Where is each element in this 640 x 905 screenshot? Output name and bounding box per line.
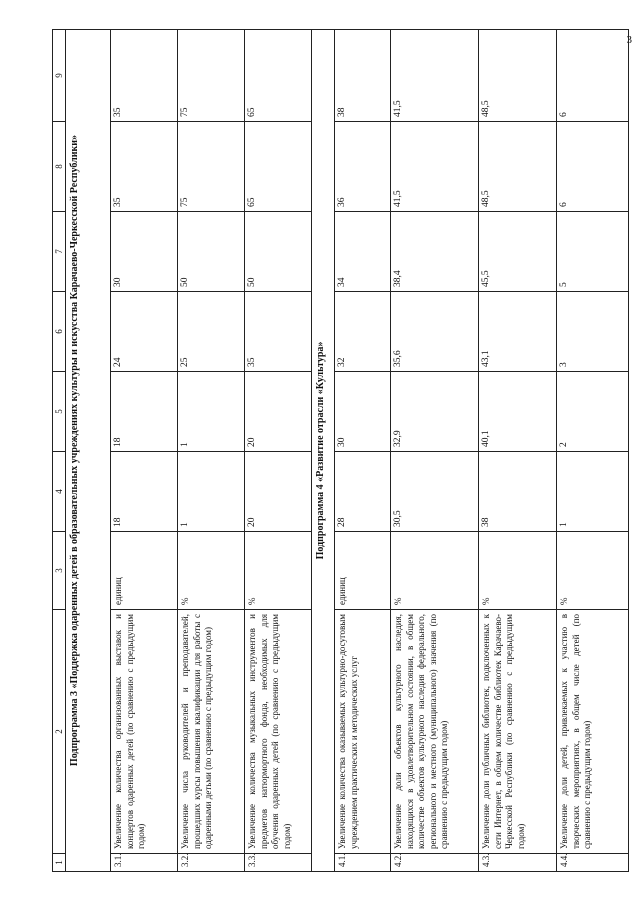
- col-number: 6: [53, 292, 66, 372]
- col-number: 8: [53, 122, 66, 212]
- row-number: 4.1.: [335, 854, 391, 872]
- value-cell: 35: [111, 122, 178, 212]
- subprogram-title: Подпрограмма 3 «Поддержка одаренных детей в образовательных учреждениях культуры и искусства Карачаево-Черкесской Республики»: [66, 30, 111, 872]
- value-cell: 45,5: [479, 212, 557, 292]
- value-cell: 32,9: [391, 372, 479, 452]
- value-cell: 35,6: [391, 292, 479, 372]
- col-number: 2: [53, 610, 66, 854]
- subprogram-title: Подпрограмма 4 «Развитие отрасли «Культура»: [312, 30, 335, 872]
- column-number-row: [53, 30, 66, 872]
- value-cell: 38: [479, 452, 557, 532]
- unit: %: [557, 532, 629, 610]
- value-cell: 25: [178, 292, 245, 372]
- value-cell: 30,5: [391, 452, 479, 532]
- unit: %: [245, 532, 312, 610]
- value-cell: 36: [335, 122, 391, 212]
- value-cell: 20: [245, 452, 312, 532]
- rotated-table-container: [52, 30, 632, 872]
- value-cell: 18: [111, 372, 178, 452]
- page-number: 3: [626, 34, 632, 46]
- table-row: [245, 30, 312, 872]
- row-number: 3.1.: [111, 854, 178, 872]
- unit: единиц: [335, 532, 391, 610]
- indicator-text: Увеличение доли объектов культурного наследия, находящихся в удовлетворительном состоянии, в общем количестве объектов культурного наследия федерального, регионального и местного (муниципального) значения (по сравнению с предыдущим годом): [391, 610, 479, 854]
- col-number: 3: [53, 532, 66, 610]
- value-cell: 35: [111, 30, 178, 122]
- row-number: 4.3.: [479, 854, 557, 872]
- value-cell: 38: [335, 30, 391, 122]
- value-cell: 75: [178, 122, 245, 212]
- section-row: [312, 30, 335, 872]
- value-cell: 5: [557, 212, 629, 292]
- indicator-text: Увеличение доли публичных библиотек, подключенных к сети Интернет, в общем количестве библиотек Карачаево-Черкесской Республики (по сравнению с предыдущим годом): [479, 610, 557, 854]
- value-cell: 48,5: [479, 30, 557, 122]
- indicator-text: Увеличение количества организованных выставок и концертов одаренных детей (по сравнению с предыдущим годом): [111, 610, 178, 854]
- indicator-text: Увеличение доли детей, привлекаемых к участию в творческих мероприятиях, в общем числе детей (по сравнению с предыдущим годом): [557, 610, 629, 854]
- indicator-text: Увеличение количества музыкальных инструментов и предметов натюрмортного фонда, необходимых для обучения одаренных детей (по сравнению с предыдущим годом): [245, 610, 312, 854]
- row-number: 4.2.: [391, 854, 479, 872]
- unit: %: [391, 532, 479, 610]
- indicators-table: [52, 29, 629, 872]
- col-number: 5: [53, 372, 66, 452]
- indicator-text: Увеличение числа руководителей и преподавателей, прошедших курсы повышения квалификации для работы с одаренными детьми (по сравнению с предыдущим годом): [178, 610, 245, 854]
- value-cell: 20: [245, 372, 312, 452]
- value-cell: 28: [335, 452, 391, 532]
- value-cell: 1: [557, 452, 629, 532]
- value-cell: 48,5: [479, 122, 557, 212]
- value-cell: 38,4: [391, 212, 479, 292]
- row-number: 4.4.: [557, 854, 629, 872]
- table-row: [111, 30, 178, 872]
- value-cell: 32: [335, 292, 391, 372]
- value-cell: 41,5: [391, 30, 479, 122]
- row-number: 3.2.: [178, 854, 245, 872]
- value-cell: 24: [111, 292, 178, 372]
- unit: %: [178, 532, 245, 610]
- value-cell: 43,1: [479, 292, 557, 372]
- value-cell: 40,1: [479, 372, 557, 452]
- table-row: [178, 30, 245, 872]
- value-cell: 65: [245, 122, 312, 212]
- value-cell: 65: [245, 30, 312, 122]
- col-number: 7: [53, 212, 66, 292]
- value-cell: 34: [335, 212, 391, 292]
- col-number: 4: [53, 452, 66, 532]
- value-cell: 2: [557, 372, 629, 452]
- section-row: [66, 30, 111, 872]
- value-cell: 50: [178, 212, 245, 292]
- value-cell: 18: [111, 452, 178, 532]
- row-number: 3.3.: [245, 854, 312, 872]
- value-cell: 30: [111, 212, 178, 292]
- col-number: 1: [53, 854, 66, 872]
- table-row: [479, 30, 557, 872]
- value-cell: 1: [178, 452, 245, 532]
- col-number: 9: [53, 30, 66, 122]
- value-cell: 6: [557, 122, 629, 212]
- value-cell: 3: [557, 292, 629, 372]
- table-row: [391, 30, 479, 872]
- value-cell: 30: [335, 372, 391, 452]
- value-cell: 50: [245, 212, 312, 292]
- table-row: [335, 30, 391, 872]
- value-cell: 6: [557, 30, 629, 122]
- indicator-text: Увеличение количества оказываемых культурно-досуговым учреждением практических и методических услуг: [335, 610, 391, 854]
- value-cell: 35: [245, 292, 312, 372]
- table-row: [557, 30, 629, 872]
- value-cell: 75: [178, 30, 245, 122]
- unit: %: [479, 532, 557, 610]
- unit: единиц: [111, 532, 178, 610]
- value-cell: 1: [178, 372, 245, 452]
- value-cell: 41,5: [391, 122, 479, 212]
